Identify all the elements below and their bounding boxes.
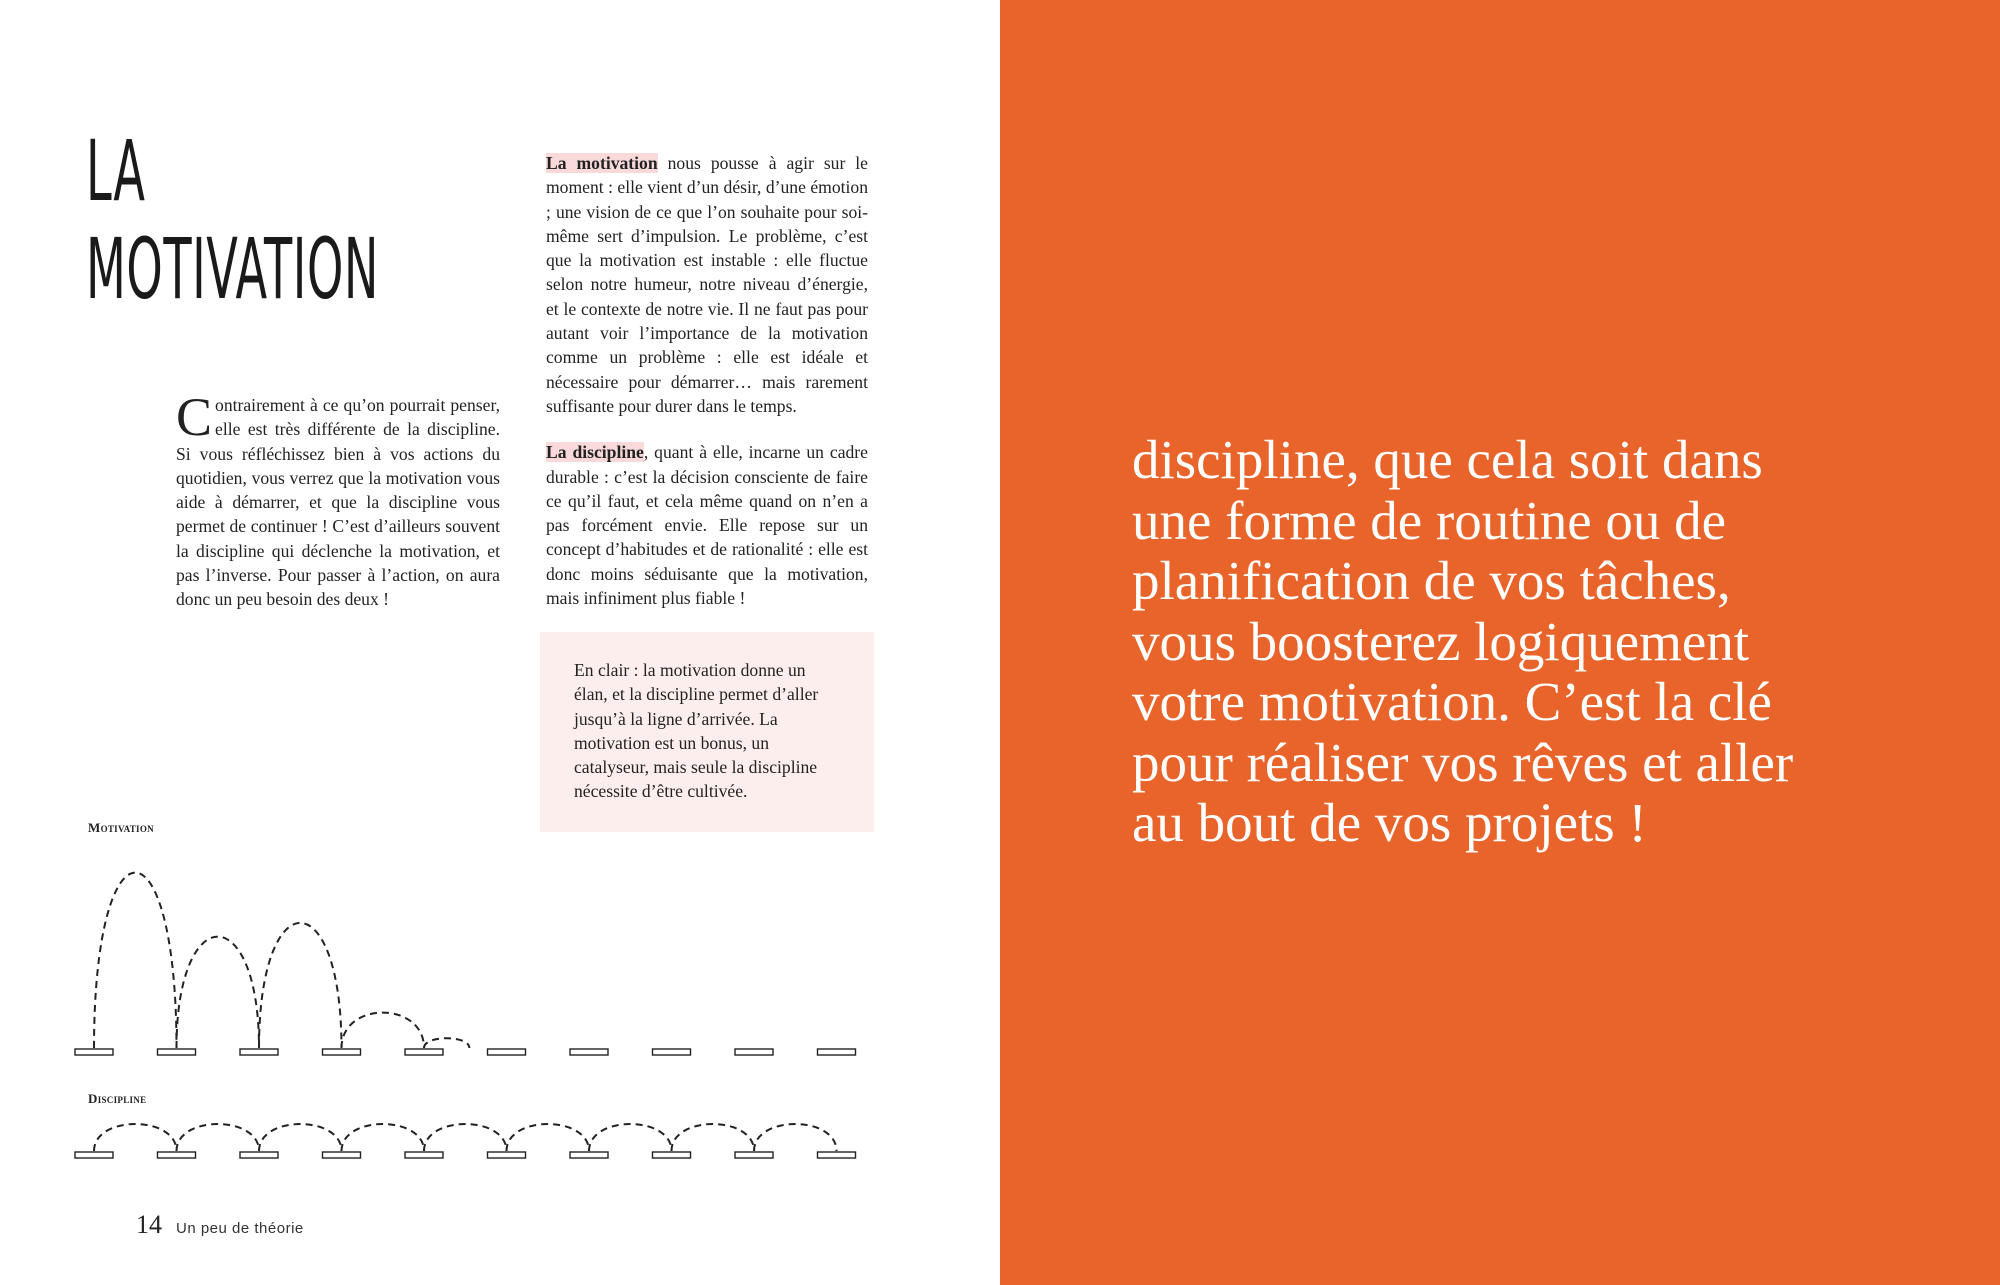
discipline-platform	[158, 1152, 196, 1158]
discipline-jump-arc	[672, 1124, 755, 1151]
motivation-platform	[653, 1049, 691, 1055]
title-line-1: LA	[86, 122, 146, 220]
title-line-2: MOTIVATION	[86, 220, 380, 318]
discipline-row	[75, 1124, 856, 1158]
motivation-platform	[735, 1049, 773, 1055]
page-number: 14	[136, 1210, 162, 1239]
quote-line: planification de vos tâches,	[1132, 550, 1731, 611]
discipline-platform	[488, 1152, 526, 1158]
discipline-platform	[735, 1152, 773, 1158]
quote-line: discipline, que cela soit dans	[1132, 429, 1763, 490]
discipline-platform	[323, 1152, 361, 1158]
motivation-text: nous pousse à agir sur le moment : elle vient d’un désir, d’une émotion ; une vision de ce que l’on souhaite pour soi-même sert d’impulsion. Le problème, c’est que la motivation est instable : elle fluctue selon notre humeur, notre niveau d’énergie, et le contexte de notre vie. Il ne faut pas pour autant voir l’importance de la motivation comme un problème : elle est idéale et nécessaire pour démarrer… mais rarement suffisante pour durer dans le temps.	[546, 153, 868, 416]
motivation-term-highlight: La motivation	[546, 153, 658, 173]
discipline-platform	[818, 1152, 856, 1158]
discipline-jump-arc	[342, 1124, 425, 1151]
page-title	[86, 122, 379, 318]
discipline-jump-arc	[259, 1124, 342, 1151]
intro-paragraph	[176, 387, 500, 612]
drop-cap: C	[176, 387, 213, 447]
motivation-jump-arc	[424, 1038, 469, 1048]
motivation-platform	[323, 1049, 361, 1055]
discipline-term-highlight: La discipline	[546, 442, 644, 463]
motivation-platform	[158, 1049, 196, 1055]
discipline-platform	[653, 1152, 691, 1158]
right-page	[1000, 0, 2000, 1285]
motivation-paragraph	[546, 151, 868, 418]
motivation-platform	[240, 1049, 278, 1055]
page-footer	[136, 1210, 304, 1240]
motivation-diagram-label: Motivation	[88, 820, 154, 835]
discipline-platform	[75, 1152, 113, 1158]
en-clair-text: En clair : la motivation donne un élan, et la discipline permet d’aller jusqu’à la ligne d’arrivée. La motivation est un bonus, un catalyseur, mais seule la discipline nécessite d’être cultivée.	[574, 660, 819, 802]
motivation-platform	[488, 1049, 526, 1055]
discipline-jump-arc	[177, 1124, 260, 1151]
quote-line: au bout de vos projets !	[1132, 792, 1647, 853]
quote-line: votre motivation. C’est la clé	[1132, 671, 1772, 732]
discipline-diagram-label: Discipline	[88, 1091, 147, 1106]
discipline-jump-arc	[507, 1124, 590, 1151]
quote-line: vous boosterez logiquement	[1132, 610, 1750, 672]
pull-quote	[1132, 430, 1952, 854]
motivation-platform	[75, 1049, 113, 1055]
discipline-jump-arc	[754, 1124, 837, 1151]
section-name: Un peu de théorie	[176, 1220, 304, 1237]
motivation-jump-arc	[342, 1013, 425, 1048]
motivation-jump-arc	[177, 937, 260, 1048]
intro-text: ontrairement à ce qu’on pourrait penser, elle est très différente de la discipline. Si vous réfléchissez bien à vos actions du quotidien, vous verrez que la motivation vous aide à démarrer, et que la discipline vous permet de continuer ! C’est d’ailleurs souvent la discipline qui déclenche la motivation, et pas l’inverse. Pour passer à l’action, on aura donc un peu besoin des deux !	[176, 395, 500, 610]
discipline-platform	[570, 1152, 608, 1158]
motivation-jump-arc	[259, 923, 342, 1048]
motivation-platform	[818, 1049, 856, 1055]
motivation-platform	[570, 1049, 608, 1055]
discipline-platform	[405, 1152, 443, 1158]
discipline-jump-arc	[94, 1124, 177, 1151]
discipline-paragraph	[546, 440, 868, 610]
right-column	[546, 151, 868, 632]
motivation-row	[75, 873, 856, 1055]
discipline-platform	[240, 1152, 278, 1158]
discipline-text: , quant à elle, incarne un cadre durable : c’est la décision consciente de faire ce qu’il faut, et cela même quand on n’en a pas forcément envie. Elle repose sur un concept d’habitudes et de rationalité : elle est donc moins séduisante que la motivation, mais infiniment plus fiable !	[546, 442, 868, 609]
discipline-jump-arc	[589, 1124, 672, 1151]
quote-line: une forme de routine ou de	[1132, 489, 1727, 551]
motivation-discipline-diagram	[0, 830, 1000, 1170]
discipline-jump-arc	[424, 1124, 507, 1151]
motivation-jump-arc	[94, 873, 177, 1048]
motivation-platform	[405, 1049, 443, 1055]
quote-line: pour réaliser vos rêves et aller	[1132, 731, 1794, 793]
